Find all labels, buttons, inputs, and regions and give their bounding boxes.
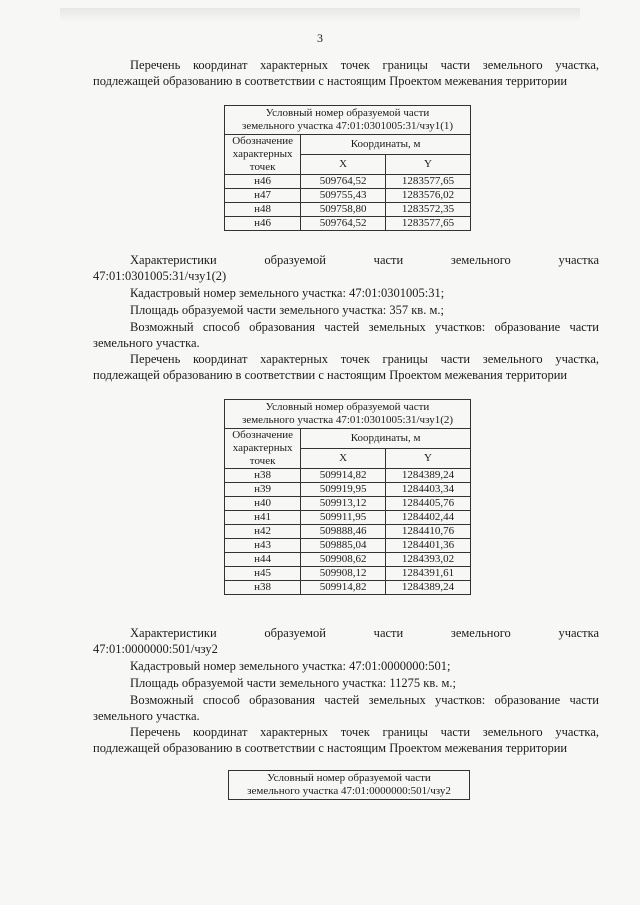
heading-word: Характеристики [130,626,217,640]
coords-header: Координаты, м [301,135,471,155]
x-cell: 509908,62 [301,553,386,567]
heading-word: Характеристики [130,253,217,267]
table-caption-3 [228,770,470,800]
header-text: характерных [232,148,293,160]
header-text: Обозначение [232,429,294,441]
table-row [225,539,471,553]
table-caption [225,106,471,135]
table-row [225,497,471,511]
point-cell: н45 [225,567,301,581]
coords-header: Координаты, м [301,429,471,449]
area-3: Площадь образуемой части земельного участка: 11275 кв. м.; [130,676,457,690]
table-row [225,511,471,525]
y-cell: 1284401,36 [385,539,470,553]
heading-word: земельного [450,626,511,640]
x-cell: 509913,12 [301,497,386,511]
x-cell: 509758,80 [301,203,386,217]
caption-line: земельного участка 47:01:0000000:501/чзу2 [247,785,451,797]
point-cell: н43 [225,539,301,553]
list-intro-1 [93,57,599,89]
y-cell: 1283577,65 [385,217,470,231]
table-row [225,567,471,581]
header-text: точек [249,161,276,173]
header-text: характерных [232,442,293,454]
heading-word: участка [558,253,599,267]
header-text: точек [249,455,276,467]
table-row [225,189,471,203]
caption-line: Условный номер образуемой части [267,772,431,784]
y-cell: 1284410,76 [385,525,470,539]
point-header [225,135,301,175]
y-header: Y [385,449,470,469]
x-header: X [301,449,386,469]
caption-line: Условный номер образуемой части [265,401,430,413]
heading-word: земельного [450,253,511,267]
caption-line: земельного участка 47:01:0301005:31/чзу1(1) [241,120,454,132]
heading-word: участка [558,626,599,640]
x-cell: 509755,43 [301,189,386,203]
point-cell: н42 [225,525,301,539]
x-cell: 509914,82 [301,469,386,483]
point-cell: н47 [225,189,301,203]
y-cell: 1284389,24 [385,581,470,595]
table-row [225,203,471,217]
x-cell: 509911,95 [301,511,386,525]
table-row [225,217,471,231]
table-row [225,175,471,189]
heading-word: образуемой [264,253,326,267]
y-cell: 1283577,65 [385,175,470,189]
area-2: Площадь образуемой части земельного участка: 357 кв. м.; [130,303,444,317]
table-row [225,581,471,595]
x-cell: 509885,04 [301,539,386,553]
x-cell: 509764,52 [301,217,386,231]
heading-word: части [373,253,404,267]
y-cell: 1283572,35 [385,203,470,217]
x-cell: 509908,12 [301,567,386,581]
table-row [225,483,471,497]
table-row [225,525,471,539]
point-cell: н46 [225,175,301,189]
x-cell: 509919,95 [301,483,386,497]
characteristics-heading-2 [93,252,599,268]
y-cell: 1284405,76 [385,497,470,511]
x-cell: 509764,52 [301,175,386,189]
cadastral-number-3: Кадастровый номер земельного участка: 47:01:0000000:501; [130,659,451,673]
cadastral-number-2: Кадастровый номер земельного участка: 47:01:0301005:31; [130,286,445,300]
x-cell: 509914,82 [301,581,386,595]
x-header: X [301,155,386,175]
coordinates-table-1 [224,105,471,231]
method-3: Возможный способ образования частей земельных участков: образование части земельного участка. [93,693,599,723]
table-row [225,469,471,483]
y-cell: 1284393,02 [385,553,470,567]
list-intro-text: Перечень координат характерных точек границы части земельного участка, подлежащей образованию в соответствии с настоящим Проектом межевания территории [93,58,599,88]
point-cell: н38 [225,469,301,483]
part-designation-3: 47:01:0000000:501/чзу2 [93,642,218,656]
caption-line: земельного участка 47:01:0301005:31/чзу1(2) [241,414,454,426]
y-cell: 1284389,24 [385,469,470,483]
point-cell: н46 [225,217,301,231]
point-cell: н44 [225,553,301,567]
header-text: Обозначение [232,135,294,147]
table-caption [225,400,471,429]
page-number: 3 [317,31,323,45]
list-intro-3: Перечень координат характерных точек границы части земельного участка, подлежащей образованию в соответствии с настоящим Проектом межевания территории [93,725,599,755]
y-cell: 1284403,34 [385,483,470,497]
y-header: Y [385,155,470,175]
point-cell: н39 [225,483,301,497]
scan-artifact [60,8,580,22]
coordinates-table-2 [224,399,471,595]
point-cell: н48 [225,203,301,217]
x-cell: 509888,46 [301,525,386,539]
point-cell: н40 [225,497,301,511]
y-cell: 1283576,02 [385,189,470,203]
heading-word: образуемой [264,626,326,640]
point-cell: н41 [225,511,301,525]
heading-word: части [373,626,404,640]
method-2: Возможный способ образования частей земельных участков: образование части земельного участка. [93,320,599,350]
table-row [225,553,471,567]
y-cell: 1284391,61 [385,567,470,581]
characteristics-heading-3 [93,625,599,641]
y-cell: 1284402,44 [385,511,470,525]
caption-line: Условный номер образуемой части [265,107,430,119]
point-cell: н38 [225,581,301,595]
list-intro-2: Перечень координат характерных точек границы части земельного участка, подлежащей образованию в соответствии с настоящим Проектом межевания территории [93,352,599,382]
part-designation-2: 47:01:0301005:31/чзу1(2) [93,269,227,283]
point-header [225,429,301,469]
